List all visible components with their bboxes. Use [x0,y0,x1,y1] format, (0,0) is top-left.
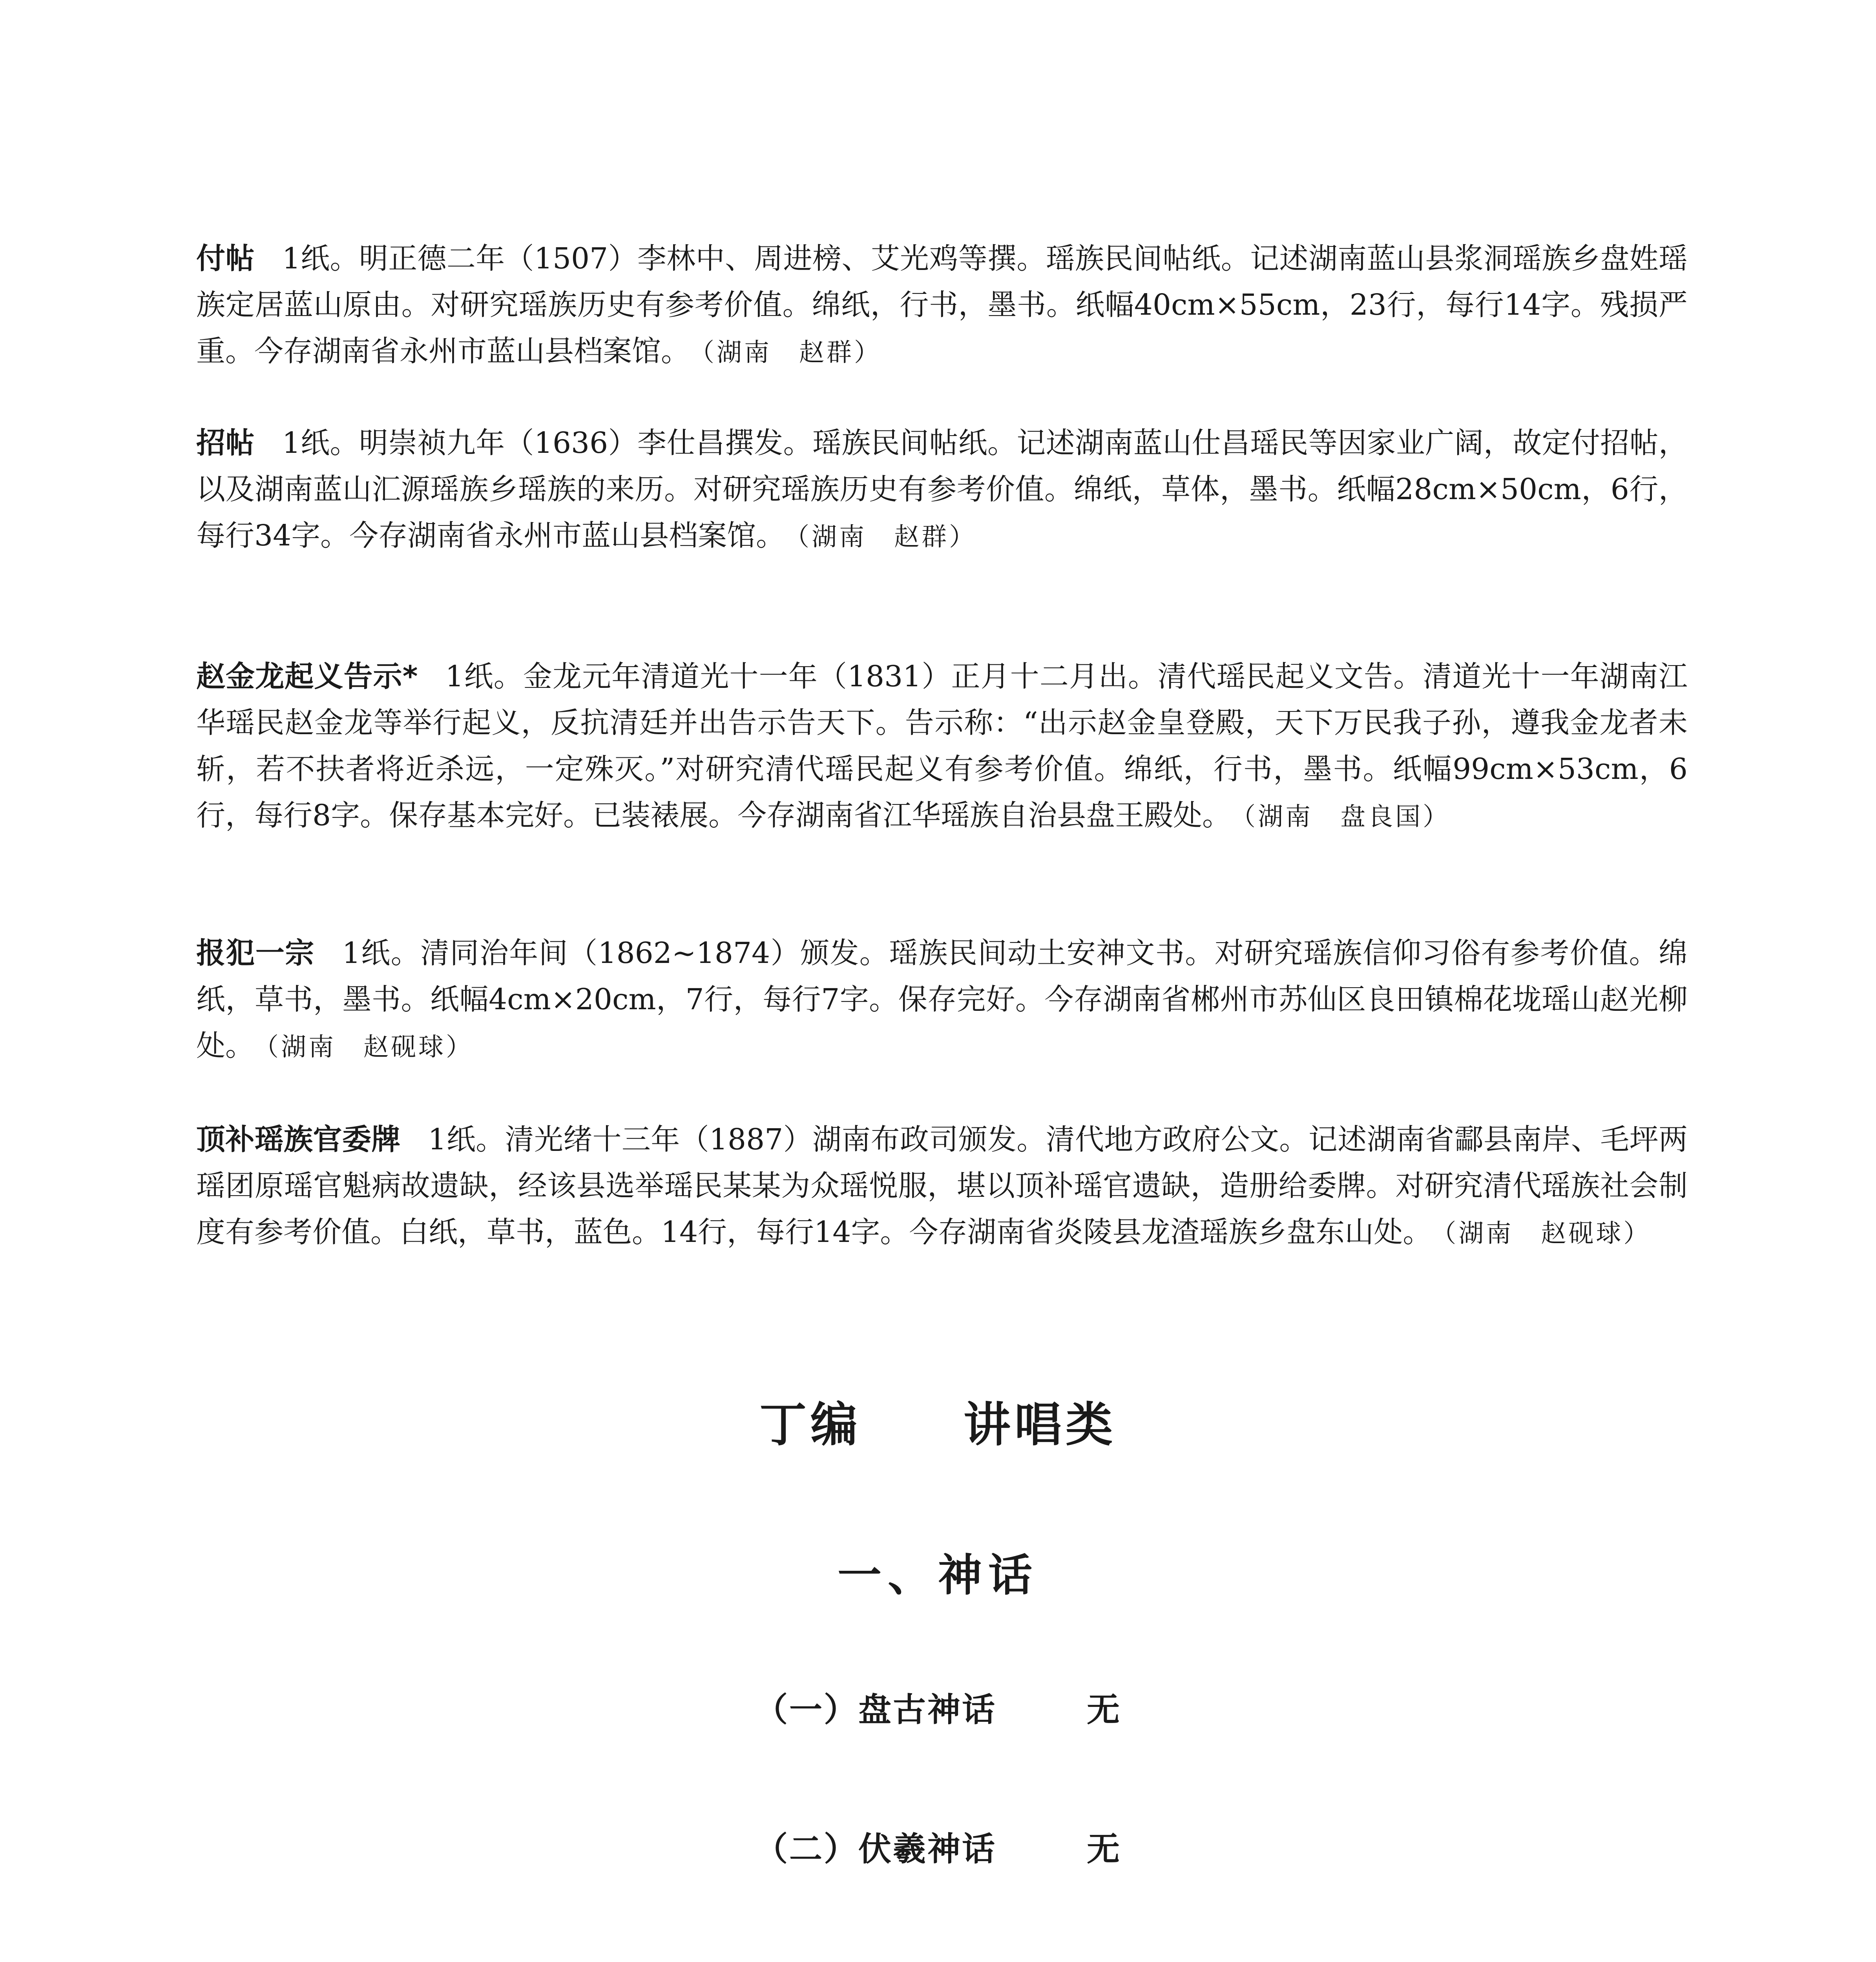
section-part: 丁编 [759,1398,861,1452]
entry-text: 1纸。清光绪十三年（1887）湖南布政司颁发。清代地方政府公文。记述湖南省酃县南岸、毛坪两瑶团原瑶官魁病故遗缺，经该县选举瑶民某某为众瑶悦服，堪以顶补瑶官遗缺，造册给委牌。对研究清代瑶族社会制度有参考价值。白纸，草书，蓝色。14行，每行14字。今存湖南省炎陵县龙渣瑶族乡盘东山处。 [196,1123,1688,1249]
entry-title: 报犯一宗 [196,936,315,970]
entry-futie [196,235,1688,376]
subsection-label: （一）盘古神话 [754,1690,996,1729]
subsection-label: （二）伏羲神话 [754,1830,996,1868]
entry-zhaotie [196,420,1688,560]
entry-title: 招帖 [196,426,255,460]
entry-note: （湖南 赵群） [797,523,977,552]
subsection-status: 无 [1087,1830,1122,1868]
section-heading [0,1387,1876,1455]
entry-text: 1纸。金龙元年清道光十一年（1831）正月十二月出。清代瑶民起义文告。清道光十一年湖南江华瑶民赵金龙等举行起义，反抗清廷并出告示告天下。告示称：“出示赵金皇登殿，天下万民我子孙，遵我金龙者未斩，若不扶者将近杀远，一定殊灭。”对研究清代瑶民起义有参考价值。绵纸，行书，墨书。纸幅99cm×53cm，6行，每行8字。保存基本完好。已装裱展。今存湖南省江华瑶族自治县盘王殿处。 [196,660,1688,832]
entry-title: 顶补瑶族官委牌 [196,1123,401,1156]
entry-title: 付帖 [196,242,255,275]
entry-note: （湖南 赵群） [702,338,881,367]
entry-baofan-yizong [196,930,1688,1070]
entry-text: 1纸。清同治年间（1862~1874）颁发。瑶族民间动土安神文书。对研究瑶族信仰习俗有参考价值。绵纸，草书，墨书。纸幅4cm×20cm，7行，每行7字。保存完好。今存湖南省郴州市苏仙区良田镇棉花垅瑶山赵光柳处。 [196,936,1688,1063]
subsection-status: 无 [1087,1690,1122,1729]
entry-note: （湖南 盘良国） [1243,802,1451,831]
subsection-heading [0,1958,1876,1962]
entry-zhao-jinlong-notice [196,653,1688,840]
entry-dingbu-official [196,1116,1688,1257]
entry-text: 1纸。明正德二年（1507）李林中、周进榜、艾光鸡等撰。瑶族民间帖纸。记述湖南蓝山县浆洞瑶族乡盘姓瑶族定居蓝山原由。对研究瑶族历史有参考价值。绵纸，行书，墨书。纸幅40cm×55cm，23行，每行14字。残损严重。今存湖南省永州市蓝山县档案馆。 [196,242,1688,368]
entry-note: （湖南 赵砚球） [266,1033,473,1062]
section-name: 讲唱类 [964,1398,1117,1452]
entry-note: （湖南 赵砚球） [1443,1219,1651,1248]
entry-text: 1纸。明崇祯九年（1636）李仕昌撰发。瑶族民间帖纸。记述湖南蓝山仕昌瑶民等因家业广阔，故定付招帖，以及湖南蓝山汇源瑶族乡瑶族的来历。对研究瑶族历史有参考价值。绵纸，草体，墨书。纸幅28cm×50cm，6行，每行34字。今存湖南省永州市蓝山县档案馆。 [196,426,1688,552]
subsection-heading [0,1683,1876,1731]
entry-title: 赵金龙起义告示* [196,660,418,693]
subsection-heading [0,1823,1876,1870]
chapter-heading: 一、神话 [838,1550,1038,1601]
